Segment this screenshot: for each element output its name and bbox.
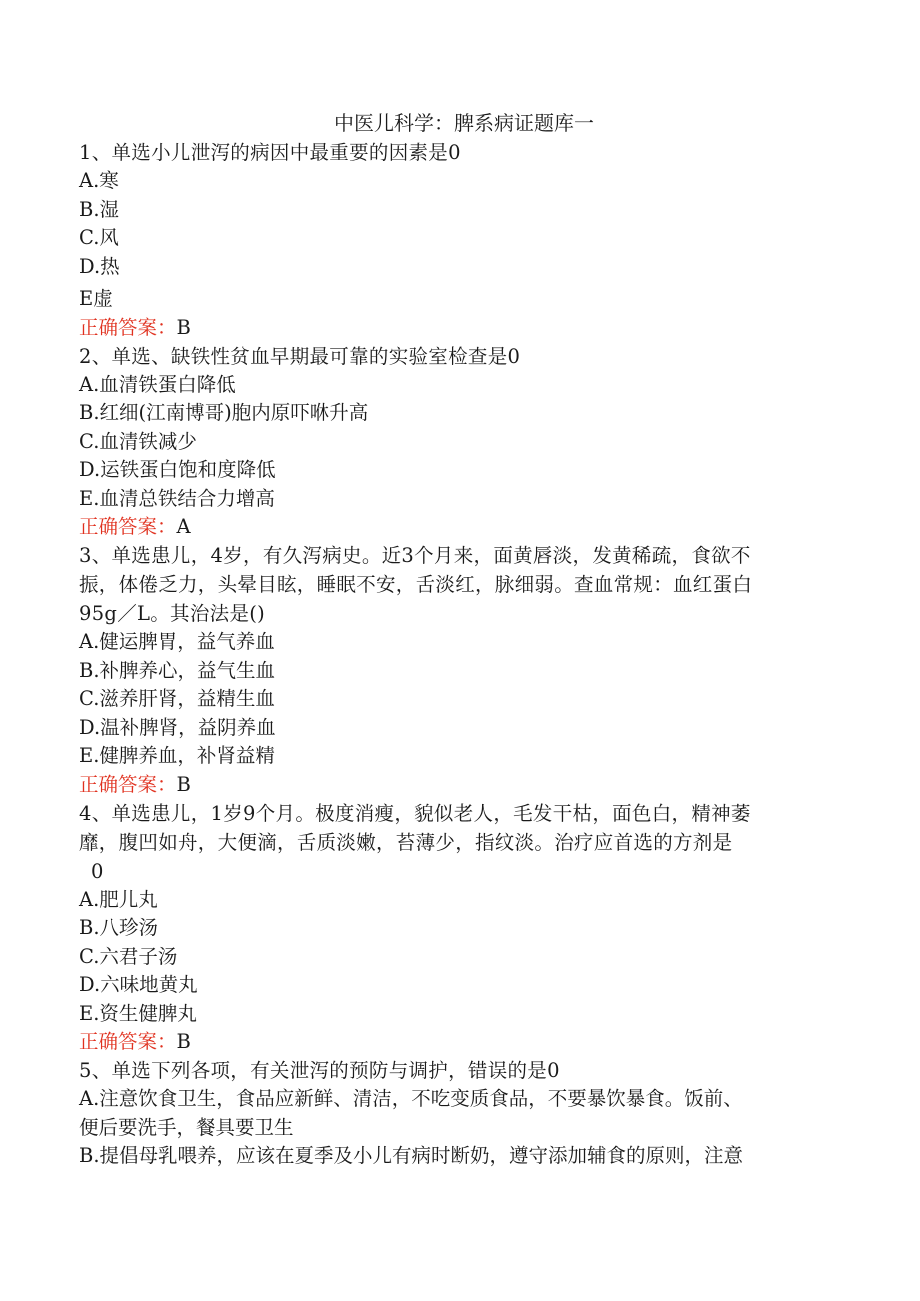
option-e: E.资生健脾丸: [79, 1001, 197, 1025]
option-d: D.运铁蛋白饱和度降低: [79, 458, 276, 481]
question-5: [79, 1056, 839, 1171]
document-title: 中医儿科学：脾系病证题库一: [334, 111, 594, 135]
question-stem: 4、单选患儿，1岁9个月。极度消瘦，貌似老人，毛发干枯，面色白，精神萎: [79, 801, 751, 825]
answer-value: B: [176, 772, 191, 796]
question-3: [79, 541, 839, 799]
option-b: B.湿: [79, 197, 120, 221]
answer-value: B: [176, 1030, 191, 1053]
option-b: B.补脾养心，益气生血: [79, 658, 276, 682]
question-4: [79, 799, 839, 1057]
option-a: A.健运脾胃，益气养血: [79, 630, 275, 653]
question-stem: 0: [91, 859, 104, 883]
option-d: D.六味地黄丸: [79, 973, 198, 996]
option-d: D.温补脾肾，益阴养血: [79, 715, 276, 739]
option-a: A.寒: [79, 169, 119, 192]
question-stem: 3、单选患儿，4岁，有久泻病史。近3个月来，面黄唇淡，发黄稀疏，食欲不: [79, 544, 751, 567]
option-e: E.血清总铁结合力增高: [79, 486, 275, 510]
option-e: E.健脾养血，补肾益精: [79, 744, 275, 767]
answer-line: [79, 314, 839, 342]
question-stem: 1、单选小儿泄泻的病因中最重要的因素是0: [79, 141, 461, 164]
answer-line: [79, 513, 839, 541]
option-b: B.提倡母乳喂养，应该在夏季及小儿有病时断奶，遵守添加辅食的原则，注意: [79, 1144, 744, 1167]
question-stem: 5、单选下列各项，有关泄泻的预防与调护，错误的是0: [79, 1059, 560, 1082]
question-stem: 95g／L。其治法是(): [79, 602, 266, 625]
option-c: C.滋养肝肾，益精生血: [79, 687, 275, 710]
option-a-continued: 便后要洗手，餐具要卫生: [79, 1115, 294, 1139]
answer-line: [79, 1028, 839, 1056]
document-page: [79, 108, 839, 1171]
answer-label: 正确答案：: [79, 315, 177, 339]
question-stem: 振，体倦乏力，头晕目眩，睡眠不安，舌淡红，脉细弱。查血常规：血红蛋白: [79, 573, 753, 596]
question-2: [79, 342, 839, 542]
answer-line: [79, 771, 839, 799]
question-stem: 靡，腹凹如舟，大便滴，舌质淡嫩，苔薄少，指纹淡。治疗应首选的方剂是: [79, 830, 733, 854]
option-a: A.血清铁蛋白降低: [79, 372, 236, 396]
option-a: A.注意饮食卫生，食品应新鲜、清洁，不吃变质食品，不要暴饮暴食。饭前、: [79, 1087, 743, 1110]
option-c: C.血清铁减少: [79, 429, 197, 453]
option-e: E虚: [79, 287, 113, 310]
question-stem: 2、单选、缺铁性贫血早期最可靠的实验室检查是0: [79, 344, 521, 368]
option-b: B.红细(江南博哥)胞内原吓咻升高: [79, 401, 369, 424]
answer-label: 正确答案：: [79, 772, 177, 796]
option-c: C.风: [79, 226, 119, 249]
option-a: A.肥儿丸: [79, 887, 158, 911]
option-b: B.八珍汤: [79, 916, 159, 939]
option-c: C.六君子汤: [79, 944, 178, 968]
answer-label: 正确答案：: [79, 515, 177, 538]
answer-value: B: [176, 315, 191, 339]
answer-label: 正确答案：: [79, 1030, 177, 1053]
question-1: [79, 138, 839, 342]
answer-value: A: [176, 515, 191, 538]
option-d: D.热: [79, 254, 120, 278]
